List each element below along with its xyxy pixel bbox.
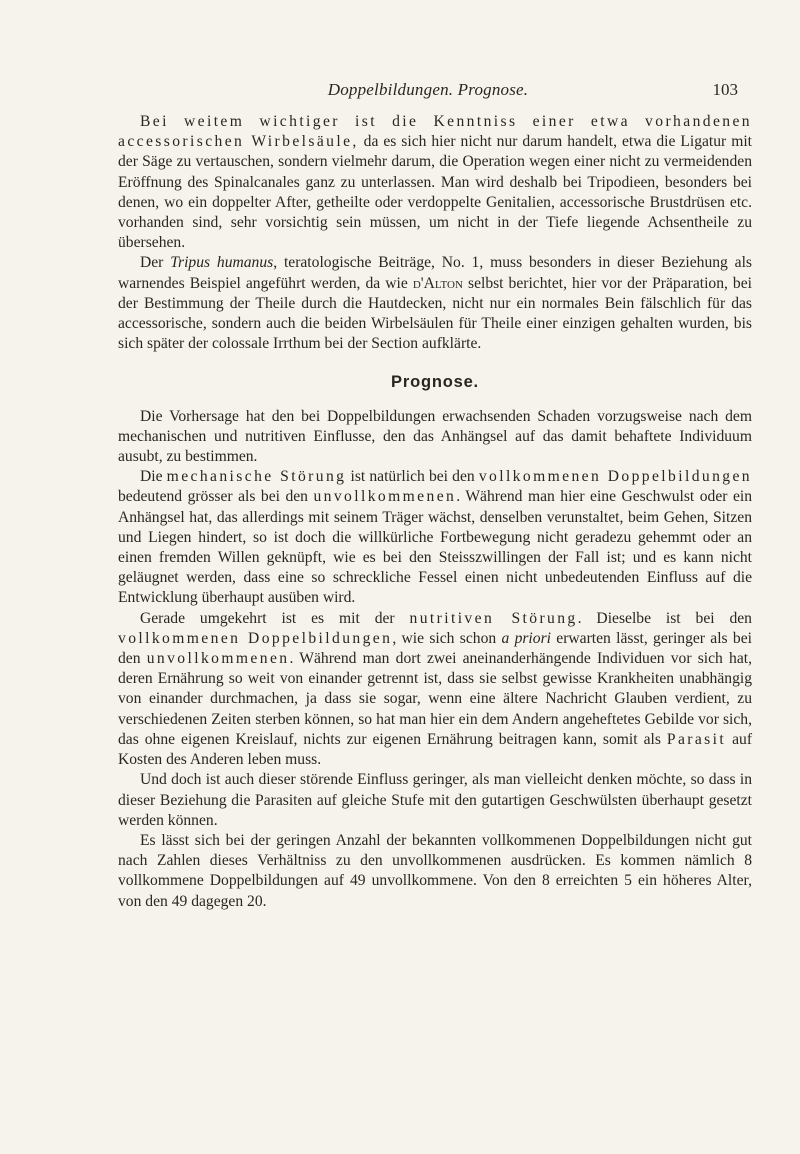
emphasized-text: vollkommenen Doppelbildungen: [118, 629, 393, 647]
paragraph: [118, 770, 752, 831]
text-run: , teratologische Beiträge, No. 1, muss besonders in dieser Beziehung als warnendes Beispiel angeführt werden, da wie: [118, 254, 752, 292]
paragraph: [118, 467, 752, 608]
emphasized-text: nutritiven Störung: [409, 609, 578, 627]
text-run: Es lässt sich bei der geringen Anzahl der bekannten vollkommenen Doppelbildungen nicht gut nach Zahlen dieses Verhältniss zu den unvollkommenen ausdrücken. Es kommen nämlich 8 vollkommene Doppelbildungen auf 49 unvollkommene. Von den 8 erreichten 5 ein höheres Alter, von den 49 dagegen 20.: [118, 831, 752, 910]
italic-title: Tripus humanus: [170, 254, 274, 272]
text-run: Und doch ist auch dieser störende Einfluss geringer, als man vielleicht denken möchte, so dass in dieser Beziehung die Parasiten auf gleiche Stufe mit den gutartigen Geschwülsten überhaupt gesetzt werden können.: [118, 771, 752, 829]
text-run: auf Kosten des Anderen leben muss.: [118, 730, 753, 769]
text-run: Der: [140, 254, 171, 272]
text-run: Die: [140, 468, 167, 486]
text-run: bedeutend grösser als bei den: [118, 488, 314, 506]
paragraph: [118, 112, 752, 253]
text-run: da es sich hier nicht nur darum handelt, etwa die Ligatur mit der Säge zu vertauschen, sondern vielmehr darum, die Operation wegen einer nicht zu vermeidenden Eröffnung des Spinalcanales ganz zu unterlassen. Man wird deshalb bei Tripodieen, besonders bei denen, wo ein doppelter After, getheilte oder verdoppelte Genitalien, accessorische Brustdrüsen etc. vorhanden sind, sehr vorsichtig sein müssen, um nicht in der Tiefe liegende Achsentheile zu übersehen.: [118, 133, 752, 252]
page-header: [118, 80, 738, 104]
text-run: ist natürlich bei den: [346, 468, 479, 486]
italic-phrase: a priori: [501, 629, 551, 647]
paragraph: [118, 407, 752, 468]
paragraph: [118, 609, 752, 771]
emphasized-text: unvollkommenen: [146, 650, 290, 668]
emphasized-text: unvollkommenen: [313, 488, 457, 506]
text-run: , wie sich schon: [392, 629, 502, 647]
text-run: Gerade umgekehrt ist es mit der: [140, 609, 410, 627]
paragraph: [118, 831, 752, 912]
author-name: d'Alton: [412, 274, 463, 292]
running-title: Doppelbildungen. Prognose.: [327, 80, 529, 99]
text-run: selbst berichtet, hier vor der Präparation, bei der Bestimmung der Theile durch die Hautdecken, nicht nur ein normales Bein fälschlich für das accessorische, sondern auch die beiden Wirbelsäulen für Theile einer einzigen gehalten wurden, bis sich später der colossale Irrthum bei der Section aufklärte.: [118, 274, 752, 353]
page-number: 103: [712, 80, 738, 99]
text-run: Die Vorhersage hat den bei Doppelbildungen erwachsenden Schaden vorzugsweise nach dem mechanischen und nutritiven Einflusse, den das Anhängsel auf das damit behaftete Individuum ausubt, zu bestimmen.: [118, 407, 752, 466]
emphasized-text: mechanische Störung: [166, 468, 347, 486]
section-heading: Prognose.: [391, 373, 479, 392]
text-run: . Dieselbe ist bei den: [577, 609, 752, 627]
text-run: . Während man hier eine Geschwulst oder ein Anhängsel hat, das allerdings mit seinem Träger wächst, denselben verunstaltet, beim Gehen, Sitzen und Liegen hindert, so ist doch die willkürliche Fortbewegung nicht geradezu gehemmt oder an einen fremden Willen geknüpft, wie es bei den Steisszwillingen der Fall ist; und es kann nicht geläugnet werden, dass eine so schreckliche Fessel einen nicht unbedeutenden Einfluss auf die Entwicklung überhaupt ausüben wird.: [118, 488, 752, 607]
emphasized-text: vollkommenen Doppelbildungen: [478, 468, 752, 486]
text-run: . Während man dort zwei aneinanderhängende Individuen vor sich hat, deren Ernährung so weit von einander getrennt ist, dass sie selbst gewisse Krankheiten unabhängig von einander durchmachen, ja dass sie sogar, wenn eine ältere Nachricht Glauben verdient, zu verschiedenen Zeiten sterben können, so hat man hier ein dem Andern angeheftetes Gebilde vor sich, das ohne eigenen Kreislauf, nichts zur eigenen Ernährung beitragen kann, somit als: [118, 650, 752, 748]
emphasized-text: Parasit: [666, 730, 727, 748]
text-run: erwarten lässt, geringer als bei den: [118, 629, 752, 668]
body-text: [118, 112, 752, 912]
paragraph: [118, 253, 752, 354]
emphasized-text: Bei weitem wichtiger ist die Kenntniss einer etwa vorhandenen accessorischen Wirbelsäule,: [118, 113, 752, 151]
